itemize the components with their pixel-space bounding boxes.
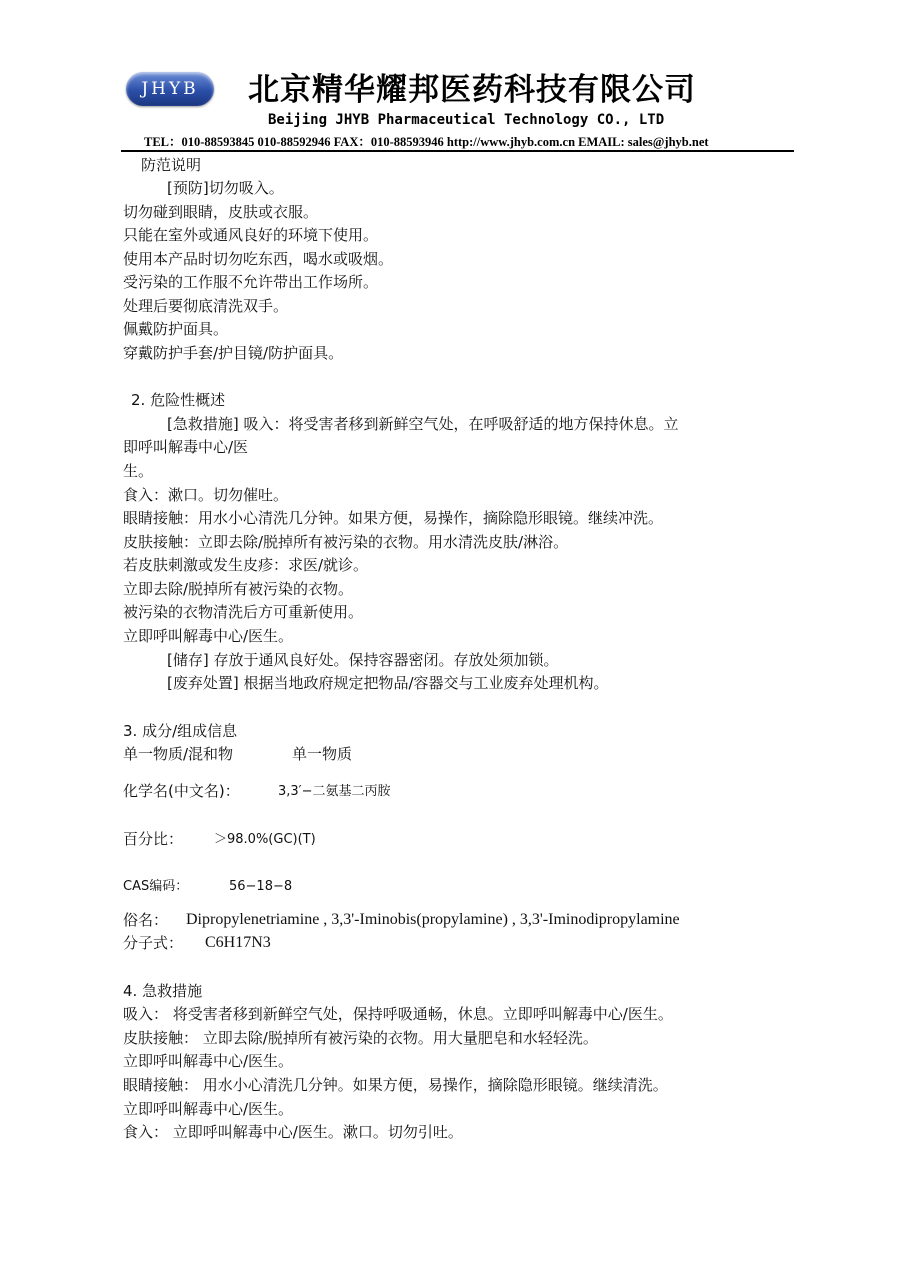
precaution-line: 受污染的工作服不允许带出工作场所。: [123, 273, 379, 291]
precautions-title: 防范说明: [141, 156, 202, 174]
precaution-line: 使用本产品时切勿吃东西，喝水或吸烟。: [123, 250, 394, 268]
precaution-line: 只能在室外或通风良好的环境下使用。: [123, 226, 379, 244]
header-divider: [121, 150, 794, 152]
cas-value: 56−18−8: [229, 879, 293, 894]
substance-type-value: 单一物质: [292, 745, 353, 763]
first-aid-line: 食入： 立即呼叫解毒中心/医生。漱口。切勿引吐。: [123, 1123, 463, 1141]
first-aid-line: 立即呼叫解毒中心/医生。: [123, 1100, 294, 1118]
percent-value: ＞98.0%(GC)(T): [214, 832, 316, 847]
hazard-line: 立即去除/脱掉所有被污染的衣物。: [123, 580, 354, 598]
hazard-line: 生。: [123, 462, 154, 480]
precaution-line: [预防]切勿吸入。: [167, 179, 284, 197]
composition-title: 3. 成分/组成信息: [123, 722, 238, 740]
first-aid-line: 眼睛接触： 用水小心清洗几分钟。如果方便，易操作，摘除隐形眼镜。继续清洗。: [123, 1076, 668, 1094]
hazard-line: 被污染的衣物清洗后方可重新使用。: [123, 603, 364, 621]
synonyms-value: Dipropylenetriamine , 3,3'-Iminobis(propylamine) , 3,3'-Iminodipropylamine: [186, 911, 680, 928]
formula-value: C6H17N3: [205, 934, 271, 951]
company-logo: JHYB: [126, 72, 214, 106]
hazard-line: [废弃处置] 根据当地政府规定把物品/容器交与工业废弃处理机构。: [167, 674, 609, 692]
hazard-line: [急救措施] 吸入：将受害者移到新鲜空气处，在呼吸舒适的地方保持休息。立: [167, 415, 679, 433]
hazard-line: 眼睛接触：用水小心清洗几分钟。如果方便，易操作，摘除隐形眼镜。继续冲洗。: [123, 509, 664, 527]
first-aid-line: 立即呼叫解毒中心/医生。: [123, 1052, 294, 1070]
hazard-line: 立即呼叫解毒中心/医生。: [123, 627, 294, 645]
company-name-cn: 北京精华耀邦医药科技有限公司: [248, 72, 696, 108]
synonyms-label: 俗名：: [123, 911, 169, 929]
first-aid-line: 吸入： 将受害者移到新鲜空气处，保持呼吸通畅，休息。立即呼叫解毒中心/医生。: [123, 1005, 673, 1023]
company-name-en: Beijing JHYB Pharmaceutical Technology CO., LTD: [268, 112, 665, 128]
formula-label: 分子式：: [123, 934, 184, 952]
hazards-title: 2. 危险性概述: [131, 391, 226, 409]
chem-name-label: 化学名(中文名)：: [123, 782, 240, 800]
hazard-line: 即呼叫解毒中心/医: [123, 438, 249, 456]
precaution-line: 切勿碰到眼睛，皮肤或衣服。: [123, 203, 319, 221]
precaution-line: 穿戴防护手套/护目镜/防护面具。: [123, 344, 344, 362]
first-aid-line: 皮肤接触： 立即去除/脱掉所有被污染的衣物。用大量肥皂和水轻轻洗。: [123, 1029, 598, 1047]
hazard-line: 食入：漱口。切勿催吐。: [123, 486, 289, 504]
substance-type-label: 单一物质/混和物: [123, 745, 234, 763]
hazard-line: 若皮肤刺激或发生皮疹：求医/就诊。: [123, 556, 369, 574]
precaution-line: 佩戴防护面具。: [123, 320, 229, 338]
contact-info: TEL：010-88593845 010-88592946 FAX：010-88593946 http://www.jhyb.com.cn EMAIL: sales@jhyb.net: [144, 135, 709, 149]
hazard-line: [储存] 存放于通风良好处。保持容器密闭。存放处须加锁。: [167, 651, 559, 669]
percent-label: 百分比：: [123, 830, 184, 848]
precaution-line: 处理后要彻底清洗双手。: [123, 297, 289, 315]
first-aid-title: 4. 急救措施: [123, 982, 203, 1000]
chem-name-value: 3,3′−二氨基二丙胺: [278, 784, 391, 799]
cas-label: CAS编码：: [123, 879, 189, 894]
hazard-line: 皮肤接触：立即去除/脱掉所有被污染的衣物。用水清洗皮肤/淋浴。: [123, 533, 569, 551]
